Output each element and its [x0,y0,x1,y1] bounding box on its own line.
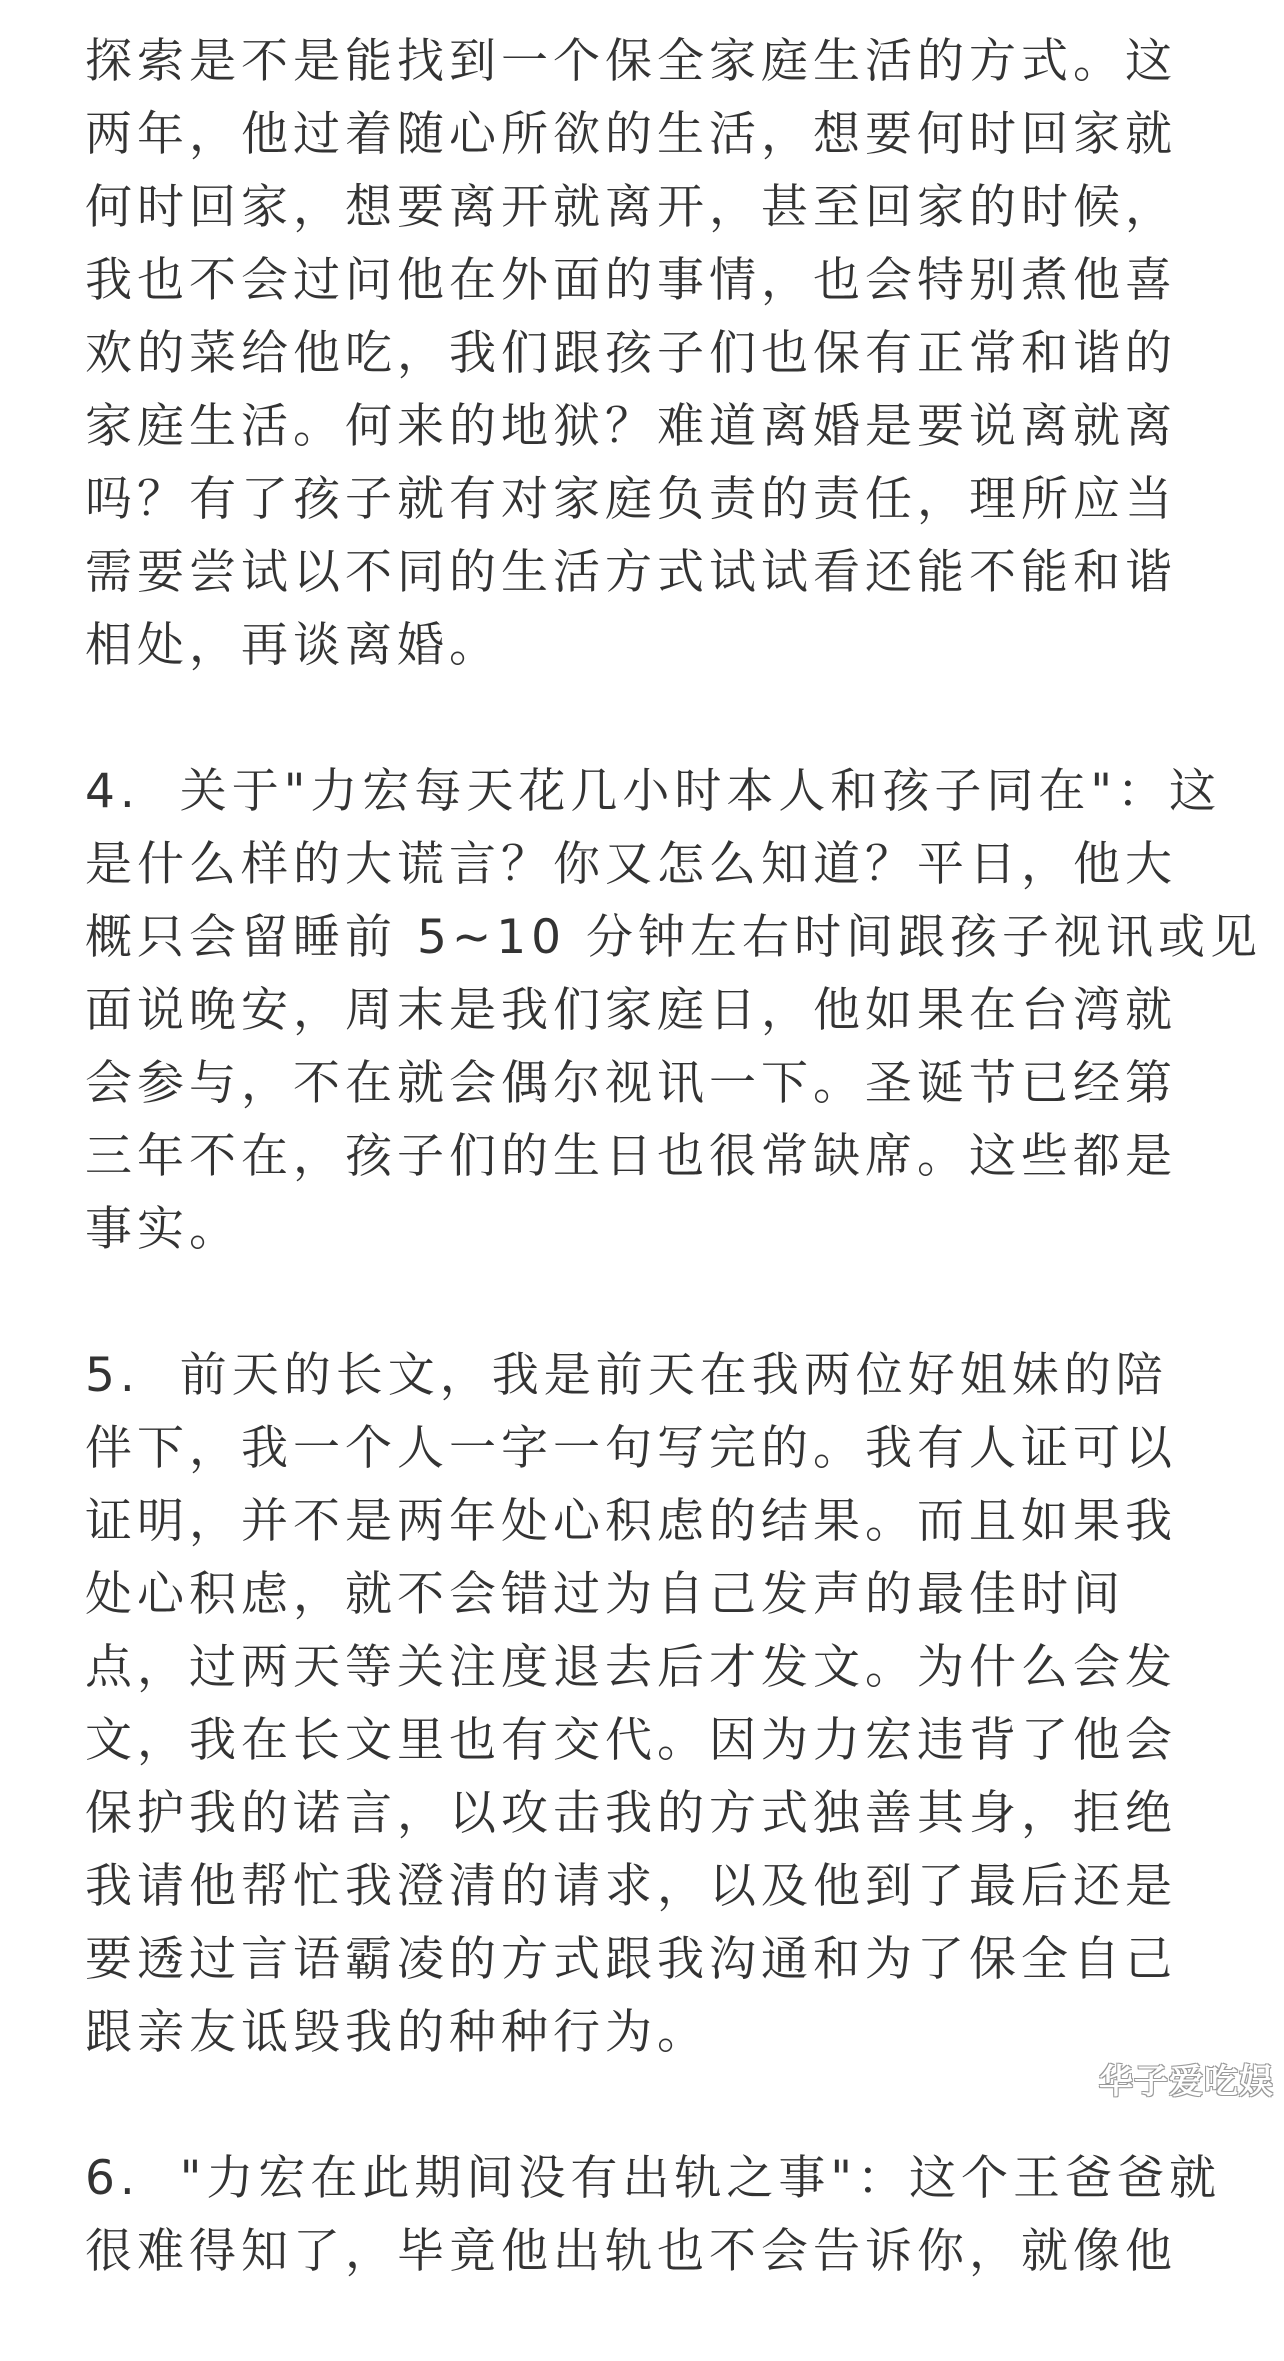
text-line: 很难得知了，毕竟他出轨也不会告诉你，就像他 [85,2224,1177,2279]
text-line: 家庭生活。何来的地狱？难道离婚是要说离就离 [85,399,1177,454]
text-line: 事实。 [85,1202,241,1257]
watermark: 华子爱吃娱 [1099,2062,1274,2102]
text-line: 面说晚安，周末是我们家庭日，他如果在台湾就 [85,983,1177,1038]
text-line: 欢的菜给他吃，我们跟孩子们也保有正常和谐的 [85,326,1177,381]
paragraph [85,25,1235,682]
text-line: 6. "力宏在此期间没有出轨之事"：这个王爸爸就 [85,2151,1221,2206]
text-line: 何时回家，想要离开就离开，甚至回家的时候， [85,180,1177,235]
paragraph [85,755,1262,1266]
text-line: 两年，他过着随心所欲的生活，想要何时回家就 [85,107,1177,162]
text-line: 5. 前天的长文，我是前天在我两位好姐妹的陪 [85,1348,1168,1403]
text-line: 要透过言语霸凌的方式跟我沟通和为了保全自己 [85,1932,1177,1987]
text-line: 我也不会过问他在外面的事情，也会特别煮他喜 [85,253,1177,308]
text-line: 伴下，我一个人一字一句写完的。我有人证可以 [85,1421,1177,1476]
paragraph [85,1339,1235,2069]
paragraph [85,2142,1235,2288]
text-line: 会参与，不在就会偶尔视讯一下。圣诞节已经第 [85,1056,1177,1111]
text-line: 探索是不是能找到一个保全家庭生活的方式。这 [85,34,1177,89]
text-line: 4. 关于"力宏每天花几小时本人和孩子同在"：这 [85,764,1221,819]
text-line: 证明，并不是两年处心积虑的结果。而且如果我 [85,1494,1177,1549]
text-line: 三年不在，孩子们的生日也很常缺席。这些都是 [85,1129,1177,1184]
text-line: 点，过两天等关注度退去后才发文。为什么会发 [85,1640,1177,1695]
text-line: 需要尝试以不同的生活方式试试看还能不能和谐 [85,545,1177,600]
document-body [85,25,1262,2361]
text-line: 是什么样的大谎言？你又怎么知道？平日，他大 [85,837,1177,892]
text-line: 处心积虑，就不会错过为自己发声的最佳时间 [85,1567,1125,1622]
text-line: 相处，再谈离婚。 [85,618,501,673]
text-line: 保护我的诺言，以攻击我的方式独善其身，拒绝 [85,1786,1177,1841]
text-line: 文，我在长文里也有交代。因为力宏违背了他会 [85,1713,1177,1768]
text-line: 吗？有了孩子就有对家庭负责的责任，理所应当 [85,472,1177,527]
text-line: 概只会留睡前 5~10 分钟左右时间跟孩子视讯或见 [85,910,1262,965]
text-line: 跟亲友诋毁我的种种行为。 [85,2005,709,2060]
text-line: 我请他帮忙我澄清的请求，以及他到了最后还是 [85,1859,1177,1914]
